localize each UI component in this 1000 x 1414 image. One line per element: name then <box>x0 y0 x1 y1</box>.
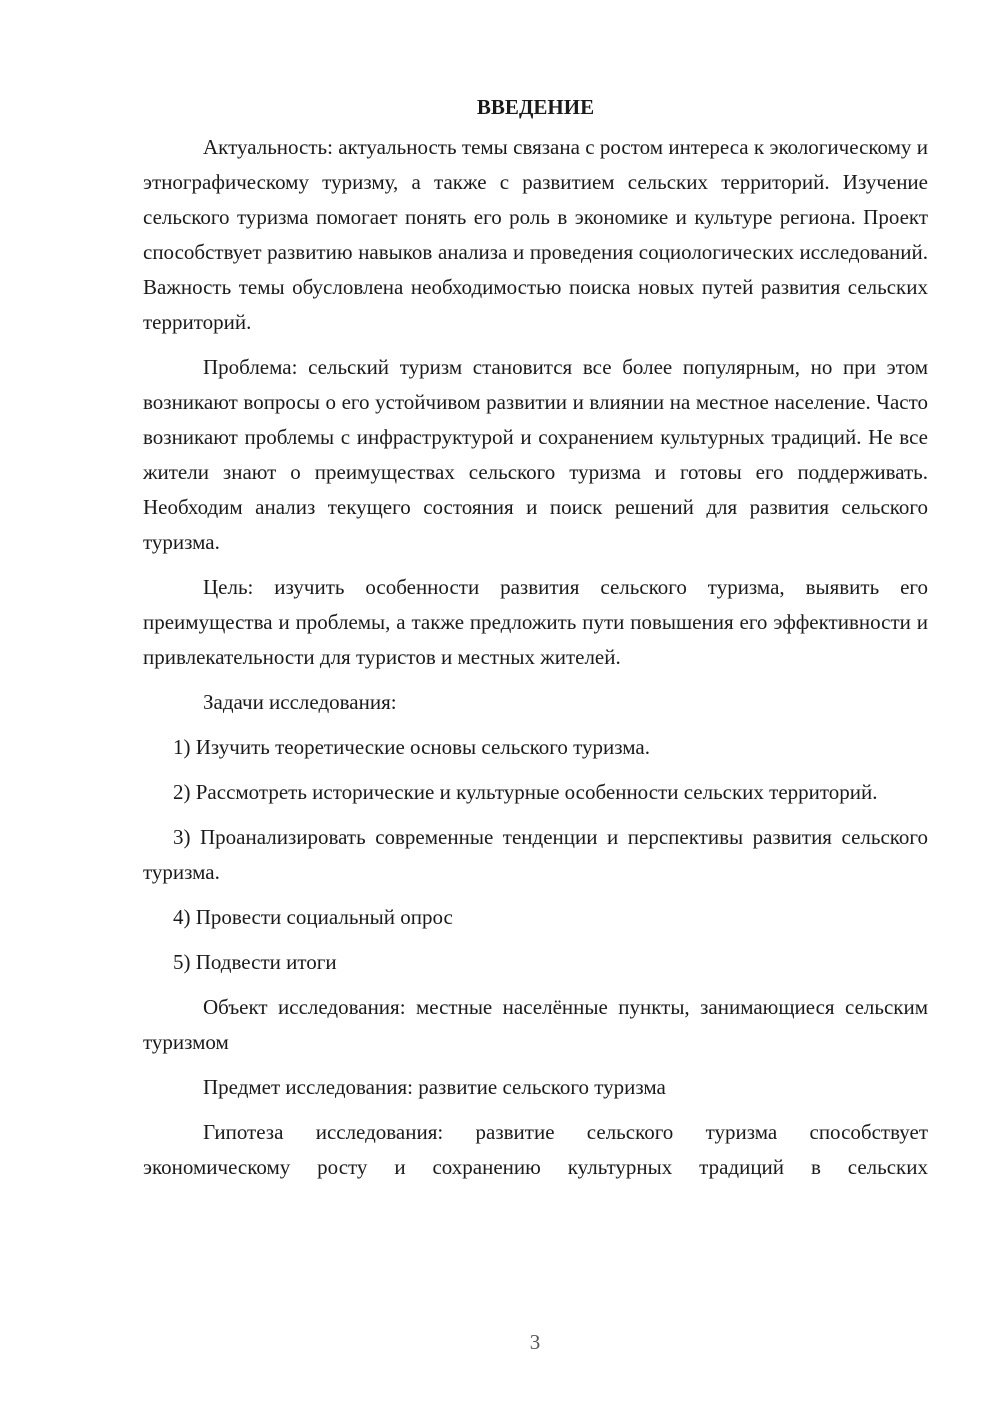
object-paragraph: Объект исследования: местные населённые пункты, занимающиеся сельским туризмом <box>143 995 928 1054</box>
goal-paragraph: Цель: изучить особенности развития сельского туризма, выявить его преимущества и проблемы, а также предложить пути повышения его эффективности и привлекательности для туристов и местных жителей. <box>143 575 928 669</box>
page-number: 3 <box>529 1330 541 1354</box>
hypothesis-paragraph: Гипотеза исследования: развитие сельского туризма способствует экономическому росту и сохранению культурных традиций в сельских <box>143 1120 928 1179</box>
task-item: 5) Подвести итоги <box>173 950 337 974</box>
problem-paragraph: Проблема: сельский туризм становится все более популярным, но при этом возникают вопросы о его устойчивом развитии и влиянии на местное население. Часто возникают проблемы с инфраструктурой и сохранением культурных традиций. Не все жители знают о преимуществах сельского туризма и готовы его поддерживать. Необходим анализ текущего состояния и поиск решений для развития сельского туризма. <box>143 355 928 554</box>
task-item: 2) Рассмотреть исторические и культурные особенности сельских территорий. <box>173 780 878 804</box>
tasks-title: Задачи исследования: <box>203 690 397 714</box>
task-item: 1) Изучить теоретические основы сельского туризма. <box>173 735 651 759</box>
relevance-paragraph: Актуальность: актуальность темы связана с ростом интереса к экологическому и этнографическому туризму, а также с развитием сельских территорий. Изучение сельского туризма помогает понять его роль в экономике и культуре региона. Проект способствует развитию навыков анализа и проведения социологических исследований. Важность темы обусловлена необходимостью поиска новых путей развития сельских территорий. <box>143 135 928 334</box>
document-page <box>143 90 928 1195</box>
task-item: 3) Проанализировать современные тенденции и перспективы развития сельского туризма. <box>143 825 928 884</box>
task-item: 4) Провести социальный опрос <box>173 905 453 929</box>
section-heading: ВВЕДЕНИЕ <box>476 95 595 119</box>
subject-paragraph: Предмет исследования: развитие сельского туризма <box>203 1075 666 1099</box>
